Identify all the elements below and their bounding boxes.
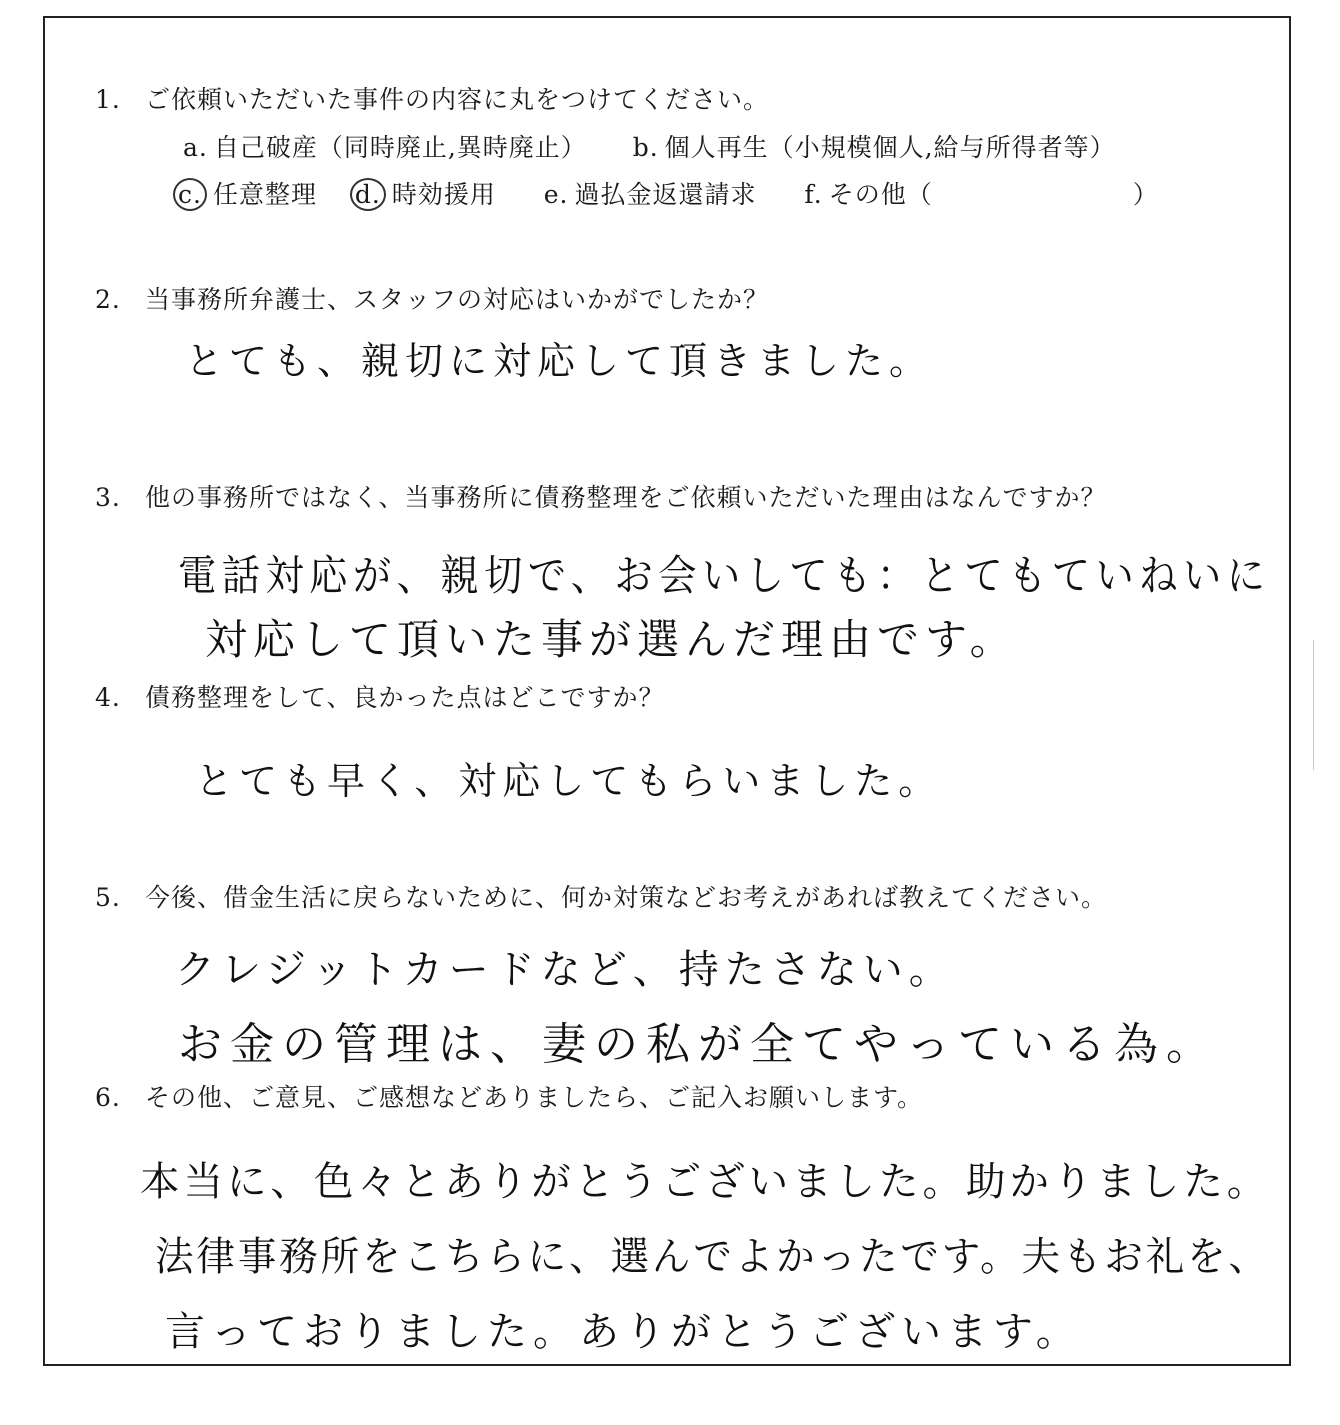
question-number: 1. — [95, 85, 121, 114]
question-4 — [95, 678, 665, 714]
answer-5-line-2: お金の管理は、妻の私が全てやっている為。 — [178, 1019, 1218, 1070]
margin-mark — [1313, 640, 1314, 770]
option-key-circled: c. — [173, 178, 207, 211]
options-row-2 — [178, 175, 1159, 211]
question-2 — [95, 280, 769, 316]
option-label: 自己破産（同時廃止,異時廃止） — [213, 133, 587, 162]
question-text: その他、ご意見、ご感想などありましたら、ご記入お願いします。 — [145, 1083, 924, 1112]
question-text: ご依頼いただいた事件の内容に丸をつけてください。 — [145, 85, 770, 114]
answer-3-line-2: 対応して頂いた事が選んだ理由です。 — [205, 615, 1018, 664]
option-key: a. — [183, 133, 208, 162]
options-row-1 — [183, 128, 1116, 164]
option-label: その他（ — [828, 180, 933, 209]
answer-6-line-2: 法律事務所をこちらに、選んでよかったです。夫もお礼を、 — [155, 1234, 1270, 1280]
question-number: 4. — [95, 683, 121, 712]
question-number: 2. — [95, 285, 121, 314]
question-3 — [95, 478, 1107, 514]
option-a[interactable] — [183, 128, 587, 164]
option-b[interactable] — [633, 128, 1116, 164]
option-label: 過払金返還請求 — [574, 180, 757, 209]
option-d[interactable] — [355, 175, 496, 211]
option-c[interactable] — [178, 175, 317, 211]
answer-6-line-3: 言っておりました。ありがとうございます。 — [165, 1309, 1082, 1355]
answer-6-line-1: 本当に、色々とありがとうございました。助かりました。 — [140, 1159, 1271, 1205]
option-label: 時効援用 — [391, 180, 496, 209]
question-text: 債務整理をして、良かった点はどこですか？ — [145, 683, 665, 712]
question-text: 他の事務所ではなく、当事務所に債務整理をご依頼いただいた理由はなんですか？ — [145, 483, 1107, 512]
question-text: 今後、借金生活に戻らないために、何か対策などお考えがあれば教えてください。 — [145, 883, 1108, 912]
option-key: f. — [804, 180, 823, 209]
option-f[interactable] — [804, 175, 932, 211]
option-label: 任意整理 — [212, 180, 317, 209]
answer-4-line-1: とても早く、対応してもらいました。 — [195, 759, 943, 803]
question-5 — [95, 878, 1107, 914]
answer-5-line-1: クレジットカードなど、持たさない。 — [175, 947, 955, 993]
question-1 — [95, 80, 769, 116]
option-f-close: ） — [1132, 180, 1159, 209]
question-6 — [95, 1078, 923, 1114]
answer-2-line-1: とても、親切に対応して頂きました。 — [185, 339, 934, 383]
question-number: 5. — [95, 883, 121, 912]
answer-3-line-1: 電話対応が、親切で、お会いしても：とてもていねいに — [178, 551, 1271, 600]
question-number: 3. — [95, 483, 121, 512]
option-key: b. — [632, 133, 659, 162]
option-e[interactable] — [544, 175, 757, 211]
option-key-circled: d. — [350, 178, 386, 211]
option-key: e. — [543, 180, 569, 209]
question-text: 当事務所弁護士、スタッフの対応はいかがでしたか？ — [145, 285, 770, 314]
option-label: 個人再生（小規模個人,給与所得者等） — [664, 133, 1116, 162]
question-number: 6. — [95, 1083, 121, 1112]
